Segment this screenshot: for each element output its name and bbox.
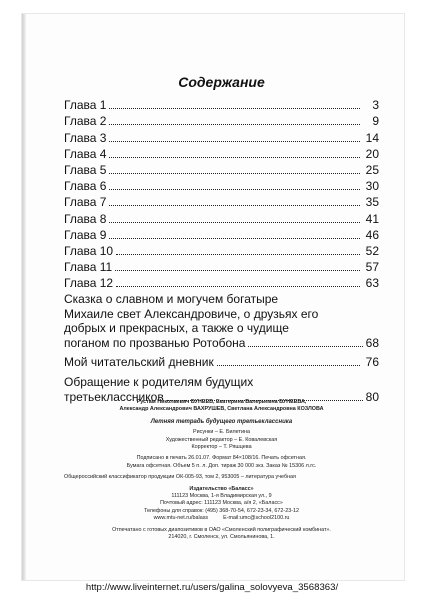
toc-entry-diary-label: Мой читательский дневник: [64, 355, 214, 370]
dot-leader: [109, 141, 360, 142]
toc-entry-tale-page: 68: [365, 335, 379, 350]
dot-leader: [109, 157, 360, 158]
dot-leader: [109, 173, 360, 174]
toc-entry-chapter-page: 30: [365, 179, 379, 194]
dot-leader: [115, 270, 360, 271]
imprint-postal-address: Почтовый адрес: 111123 Москва, а/я 2, «Баласс»: [160, 500, 283, 507]
toc-entry-chapter: [64, 145, 379, 161]
chapter-list: [64, 96, 379, 290]
toc-entry-chapter-label: Глава 11: [64, 260, 113, 275]
dot-leader: [109, 205, 360, 206]
imprint-art-editor: Художественный редактор – Е. Ковалевская: [165, 436, 278, 443]
toc-entry-chapter: [64, 209, 379, 225]
imprint-print-info: Подписано в печать 26.01.07. Формат 84×108/16. Печать офсетная.: [136, 455, 307, 462]
imprint-authors: Рустам Николаевич БУНЕЕВ, Екатерина Валерьевна БУНЕЕВА,: [136, 399, 307, 405]
toc-entry-chapter-label: Глава 12: [64, 276, 114, 291]
toc-entry-chapter-label: Глава 3: [64, 130, 107, 145]
imprint-print-info: Бумага офсетная. Объем 5 п. л. Доп. тираж 30 000 экз. Заказ № 15306 л.гс.: [126, 462, 317, 469]
toc-entry-chapter-page: 14: [365, 130, 379, 145]
page-binding-edge: [22, 14, 26, 580]
toc-entry-chapter-label: Глава 5: [64, 162, 107, 177]
toc-entry-chapter: [64, 96, 379, 112]
toc-entry-chapter: [64, 128, 379, 144]
dot-leader: [116, 286, 360, 287]
dot-leader: [109, 189, 360, 190]
toc-entry-chapter-label: Глава 9: [64, 227, 107, 242]
toc-entry-chapter-page: 52: [365, 243, 379, 258]
imprint-printed: 214020, г. Смоленск, ул. Смольянинова, 1.: [168, 534, 275, 541]
toc-entry-chapter: [64, 242, 379, 258]
toc-entry-chapter-page: 20: [365, 146, 379, 161]
toc-entry-chapter-page: 63: [365, 276, 379, 291]
toc-entry-chapter: [64, 258, 379, 274]
toc-entry-chapter: [64, 112, 379, 128]
imprint-authors: Александр Александрович ВАХРУШЕВ, Светлана Александровна КОЗЛОВА: [119, 406, 324, 413]
toc-entry-appeal-page: 80: [365, 389, 379, 404]
toc-entry-diary-page: 76: [365, 355, 379, 370]
toc-entry-chapter: [64, 177, 379, 193]
toc-entry-chapter-label: Глава 10: [64, 243, 114, 258]
toc-entry-chapter-page: 3: [372, 98, 379, 113]
book-page: [22, 14, 404, 580]
toc-entry-chapter-page: 57: [365, 260, 379, 275]
toc-entry-chapter-page: 41: [365, 211, 379, 226]
dot-leader: [109, 108, 360, 109]
toc-entry-tale-line: Михаиле свет Александровиче, о друзьях его: [64, 306, 319, 321]
source-url-caption: http://www.liveinternet.ru/users/galina_solovyeva_3568363/: [85, 582, 339, 593]
toc-entry-tale-line: добрых и прекрасных, а также о чудище: [64, 321, 289, 336]
table-of-contents: [64, 74, 379, 404]
imprint-printed: Отпечатано с готовых диапозитивов в ОАО «Смоленский полиграфический комбинат».: [112, 526, 331, 533]
toc-entry-appeal-line: третьеклассников: [64, 389, 164, 404]
dot-leader: [109, 124, 360, 125]
toc-entry-chapter-label: Глава 2: [64, 114, 107, 129]
imprint-site-email: www.mtu-net.ru/balass E-mail:umc@school2100.ru: [153, 515, 290, 522]
imprint-figures: Рисунки – Е. Билетина: [193, 429, 250, 436]
dot-leader: [116, 254, 360, 255]
toc-entry-chapter-page: 35: [365, 195, 379, 210]
toc-entry-appeal-line: Обращение к родителям будущих: [64, 375, 254, 390]
toc-entry-chapter: [64, 274, 379, 290]
toc-entry-chapter-page: 25: [365, 162, 379, 177]
imprint-classifier: Общероссийский классификатор продукции ОК-005-93, том 2, 953005 – литература учебная: [64, 474, 296, 481]
imprint-book-title: Летняя тетрадь будущего третьеклассника: [150, 418, 293, 425]
dot-leader: [248, 346, 362, 347]
imprint-publisher: Издательство «Баласс»: [189, 485, 254, 492]
toc-entry-chapter: [64, 226, 379, 242]
dot-leader: [217, 365, 360, 366]
dot-leader: [109, 222, 360, 223]
imprint-phones: Телефоны для справок: (495) 368-70-54, 672-23-34, 672-23-12: [143, 507, 299, 514]
toc-entry-chapter-label: Глава 7: [64, 195, 107, 210]
toc-entry-tale-line: поганом по прозванью Ротобона: [64, 335, 246, 350]
toc-entry-chapter-label: Глава 4: [64, 146, 107, 161]
toc-entry-chapter-label: Глава 6: [64, 179, 107, 194]
toc-entry-chapter-label: Глава 1: [64, 98, 107, 113]
toc-entry-tale-line: Сказка о славном и могучем богатыре: [64, 292, 279, 307]
imprint-proofreader: Корректор – Т. Ряшцева: [191, 444, 252, 451]
toc-entry-diary: [64, 353, 379, 369]
dot-leader: [109, 238, 360, 239]
toc-entry-chapter: [64, 193, 379, 209]
toc-entry-chapter: [64, 161, 379, 177]
toc-entry-chapter-page: 46: [365, 227, 379, 242]
imprint-block: [64, 399, 379, 542]
toc-title: Содержание: [178, 74, 265, 90]
imprint-address: 111123 Москва, 1-я Владимирская ул., 9: [171, 493, 272, 500]
toc-entry-tale: [64, 292, 379, 350]
toc-entry-chapter-label: Глава 8: [64, 211, 107, 226]
toc-entry-chapter-page: 9: [372, 114, 379, 129]
